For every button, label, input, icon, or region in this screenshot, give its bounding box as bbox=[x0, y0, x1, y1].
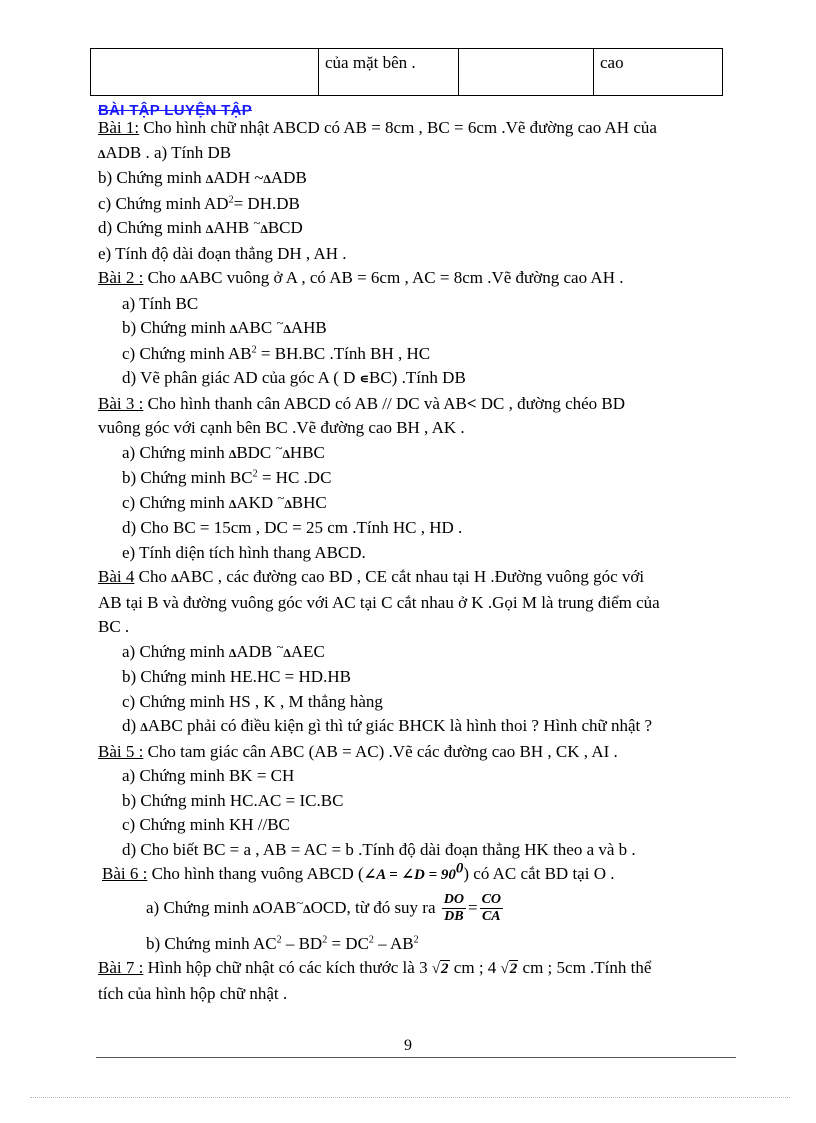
text: = HC .DC bbox=[257, 468, 332, 487]
text: = BH.BC .Tính BH , HC bbox=[256, 343, 431, 363]
triangle-symbol: ∆ bbox=[180, 272, 188, 286]
text: BCD bbox=[267, 218, 303, 237]
section-heading: BÀI TẬP LUYỆN TẬP bbox=[98, 102, 253, 119]
bai1-c bbox=[98, 192, 758, 217]
similar-symbol: ~ bbox=[275, 439, 283, 455]
bai5-line1 bbox=[98, 740, 758, 765]
similar-symbol: ~ bbox=[296, 894, 304, 910]
bai3-line2: vuông góc với cạnh bên BC .Vẽ đường cao BH , AK . bbox=[98, 418, 465, 437]
bai7-label: Bài 7 : bbox=[98, 958, 144, 977]
bai6-a bbox=[98, 888, 758, 928]
bai1-line1 bbox=[98, 116, 758, 141]
bai5-d: d) Cho biết BC = a , AB = AC = b .Tính độ dài đoạn thẳng HK theo a và b . bbox=[122, 839, 636, 859]
fraction-do-db bbox=[442, 892, 466, 925]
text: AHB bbox=[213, 218, 254, 237]
bai6-label: Bài 6 : bbox=[102, 864, 148, 883]
superscript: 2 bbox=[368, 933, 374, 945]
bai5-label: Bài 5 : bbox=[98, 741, 144, 761]
bai3-b bbox=[98, 466, 758, 491]
denominator: CA bbox=[481, 909, 501, 925]
bai1-text: Cho hình chữ nhật ABCD có AB = 8cm , BC = 6cm .Vẽ đường cao AH của bbox=[139, 118, 657, 137]
text: HBC bbox=[289, 442, 325, 462]
page-bottom-border bbox=[30, 1097, 790, 1098]
bai1-label: Bài 1: bbox=[98, 118, 140, 137]
bai1-part-a: ADB . a) Tính DB bbox=[105, 142, 232, 162]
text: a) Chứng minh bbox=[122, 641, 229, 661]
text: b) Chứng minh AC bbox=[146, 933, 277, 953]
bai7-line1 bbox=[98, 956, 758, 982]
text: OCD, từ đó suy ra bbox=[310, 897, 440, 917]
text: d) Chứng minh bbox=[98, 218, 206, 237]
text: ADH ~ bbox=[213, 168, 264, 187]
text: ADB bbox=[236, 641, 277, 661]
similar-symbol: ~ bbox=[277, 489, 285, 505]
triangle-symbol: ∆ bbox=[171, 571, 179, 585]
text: BHC bbox=[291, 492, 327, 512]
bai3-a bbox=[98, 441, 758, 467]
triangle-symbol: ∆ bbox=[205, 172, 214, 186]
bai2-label: Bài 2 : bbox=[98, 268, 144, 287]
text: cm ; 5cm .Tính thể bbox=[518, 958, 652, 977]
text: a) Chứng minh bbox=[122, 442, 229, 462]
triangle-symbol: ∆ bbox=[260, 222, 268, 236]
sqrt-2: √2 bbox=[500, 961, 518, 977]
text: = DH.DB bbox=[233, 193, 300, 213]
text: b) Chứng minh bbox=[98, 168, 206, 187]
numerator: DO bbox=[443, 892, 464, 908]
bai1-b bbox=[98, 166, 758, 192]
text: ABC bbox=[237, 318, 277, 337]
bai7-line2: tích của hình hộp chữ nhật . bbox=[98, 983, 288, 1003]
bai1-line2 bbox=[98, 141, 758, 167]
text: c) Chứng minh AD bbox=[98, 193, 229, 213]
equals-sign: = bbox=[468, 897, 478, 917]
triangle-symbol: ∆ bbox=[228, 496, 237, 511]
text: = DC bbox=[327, 933, 369, 953]
bai5-a: a) Chứng minh BK = CH bbox=[122, 766, 295, 785]
bai4-line2: AB tại B và đường vuông góc với AC tại C cắt nhau ở K .Gọi M là trung điểm của bbox=[98, 592, 660, 612]
bai4-line3: BC . bbox=[98, 617, 130, 636]
triangle-symbol: ∆ bbox=[98, 146, 106, 161]
superscript: 0 bbox=[455, 860, 464, 877]
page-number: 9 bbox=[404, 1037, 412, 1054]
sqrt-2: √2 bbox=[431, 961, 449, 977]
bai4-line1 bbox=[98, 565, 758, 591]
text: Hình hộp chữ nhật có các kích thước là 3 bbox=[143, 958, 428, 977]
bai3-label: Bài 3 : bbox=[98, 393, 144, 413]
text: DC , đường chéo BD bbox=[476, 393, 626, 413]
bai2-c bbox=[98, 342, 758, 367]
text: ADB bbox=[270, 168, 307, 187]
bai2-b bbox=[98, 316, 758, 342]
bai2-line1 bbox=[98, 266, 758, 292]
table-cell-3 bbox=[458, 49, 593, 95]
text: OAB bbox=[260, 897, 297, 917]
table-cell-2: của mặt bên . bbox=[318, 49, 458, 95]
triangle-symbol: ∆ bbox=[303, 901, 311, 916]
element-of-symbol: ∊ bbox=[359, 371, 369, 386]
text: c) Chứng minh bbox=[122, 492, 229, 512]
fraction-co-ca bbox=[480, 892, 503, 925]
triangle-symbol: ∆ bbox=[228, 446, 237, 461]
bai3-c bbox=[98, 491, 758, 517]
text: Cho hình thanh cân ABCD có AB // DC và AB bbox=[143, 393, 467, 413]
bai3-e: e) Tính diện tích hình thang ABCD. bbox=[122, 542, 366, 562]
similar-symbol: ~ bbox=[276, 315, 284, 330]
text: Cho tam giác cân ABC (AB = AC) .Vẽ các đường cao BH , CK , AI . bbox=[143, 741, 618, 761]
text: ABC vuông ở A , có AB = 6cm , AC = 8cm .Vẽ đường cao AH . bbox=[187, 268, 624, 287]
text: BC) .Tính DB bbox=[368, 368, 466, 387]
text: ABC phải có điều kiện gì thì tứ giác BHCK là hình thoi ? Hình chữ nhật ? bbox=[147, 716, 653, 735]
text: d) bbox=[122, 716, 141, 735]
bai3-line1 bbox=[98, 392, 758, 417]
bai4-b: b) Chứng minh HE.HC = HD.HB bbox=[122, 667, 351, 686]
bai5-c: c) Chứng minh KH //BC bbox=[122, 815, 290, 834]
bai1-d bbox=[98, 216, 758, 242]
numerator: CO bbox=[481, 892, 502, 908]
footer-rule bbox=[96, 1057, 736, 1058]
triangle-symbol: ∆ bbox=[263, 172, 271, 186]
text: BDC bbox=[236, 442, 276, 462]
table-cell-1 bbox=[91, 49, 318, 95]
similar-symbol: ~ bbox=[253, 215, 261, 230]
bai4-label: Bài 4 bbox=[98, 567, 135, 586]
bai4-c: c) Chứng minh HS , K , M thẳng hàng bbox=[122, 691, 383, 711]
bai5-b: b) Chứng minh HC.AC = IC.BC bbox=[122, 790, 344, 810]
triangle-symbol: ∆ bbox=[282, 446, 290, 461]
text: b) Chứng minh BC bbox=[122, 468, 253, 487]
bai2-d bbox=[98, 366, 758, 392]
denominator: DB bbox=[444, 909, 464, 925]
similar-symbol: ~ bbox=[276, 638, 284, 654]
bai4-d bbox=[98, 714, 758, 740]
triangle-symbol: ∆ bbox=[284, 496, 292, 511]
text: AHB bbox=[290, 318, 327, 337]
text: – AB bbox=[373, 933, 414, 953]
superscript: 2 bbox=[252, 468, 258, 480]
table-cell-4: cao bbox=[593, 49, 722, 95]
superscript: 2 bbox=[276, 933, 282, 945]
text: Cho bbox=[134, 567, 172, 586]
superscript: 2 bbox=[251, 343, 257, 355]
triangle-symbol: ∆ bbox=[283, 645, 291, 660]
bai6-line1 bbox=[98, 862, 758, 888]
text: d) Vẽ phân giác AD của góc A ( D bbox=[122, 368, 360, 387]
bai6-b bbox=[98, 932, 758, 957]
less-than-symbol: < bbox=[466, 393, 477, 413]
superscript: 2 bbox=[413, 933, 419, 945]
bai4-a bbox=[98, 640, 758, 666]
bai1-e: e) Tính độ dài đoạn thẳng DH , AH . bbox=[98, 243, 347, 263]
text: a) Chứng minh bbox=[146, 897, 253, 917]
text: AKD bbox=[236, 492, 278, 512]
text: ) có AC cắt BD tại O . bbox=[463, 864, 615, 883]
triangle-symbol: ∆ bbox=[229, 322, 238, 336]
header-table-row bbox=[90, 48, 723, 96]
radicand: 2 bbox=[509, 961, 518, 977]
text: Cho bbox=[143, 268, 181, 287]
text: cm ; 4 bbox=[449, 958, 497, 977]
superscript: 2 bbox=[228, 193, 234, 205]
exercise-content bbox=[98, 116, 758, 1006]
text: ABC , các đường cao BD , CE cắt nhau tại H .Đường vuông góc với bbox=[178, 567, 645, 586]
triangle-symbol: ∆ bbox=[140, 720, 148, 734]
superscript: 2 bbox=[322, 933, 328, 945]
triangle-symbol: ∆ bbox=[228, 645, 237, 660]
text: b) Chứng minh bbox=[122, 318, 230, 337]
text: Cho hình thang vuông ABCD ( bbox=[147, 864, 364, 883]
text: c) Chứng minh AB bbox=[122, 343, 252, 363]
angle-expression: ∠A = ∠D = 90 bbox=[363, 867, 456, 883]
text: – BD bbox=[281, 933, 323, 953]
triangle-symbol: ∆ bbox=[205, 222, 214, 236]
triangle-symbol: ∆ bbox=[283, 322, 291, 336]
text: AEC bbox=[290, 641, 325, 661]
radicand: 2 bbox=[441, 961, 449, 977]
bai3-d: d) Cho BC = 15cm , DC = 25 cm .Tính HC , HD . bbox=[122, 518, 463, 537]
bai2-a: a) Tính BC bbox=[122, 293, 199, 313]
triangle-symbol: ∆ bbox=[252, 901, 261, 916]
